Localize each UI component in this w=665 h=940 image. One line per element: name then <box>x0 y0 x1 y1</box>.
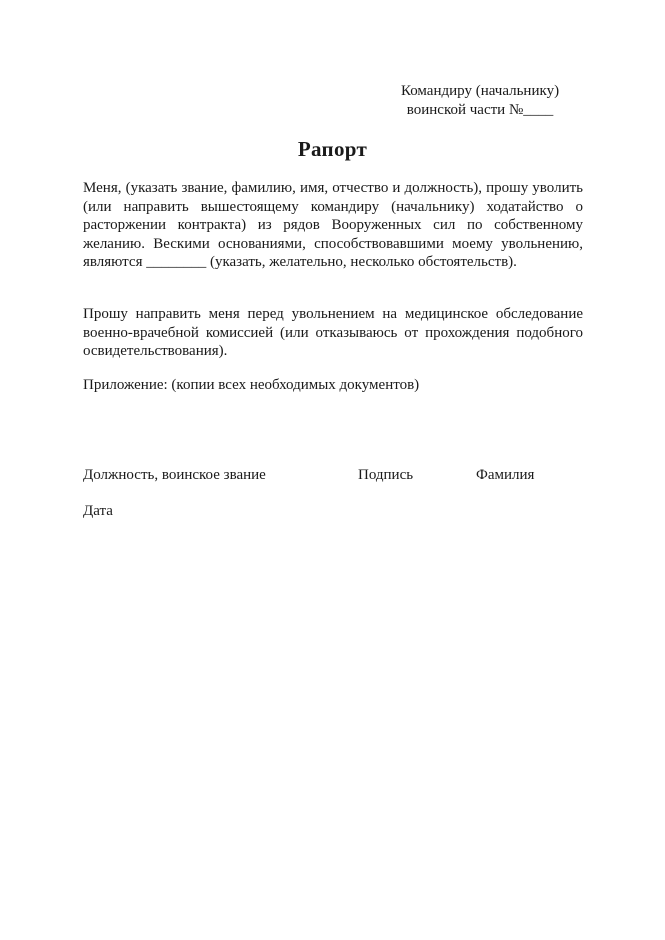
body-paragraph-medical: Прошу направить меня перед увольнением на медицинское обследование военно-врачебной комиссией (или отказываюсь от прохождения подобного освидетельствования). <box>83 306 583 359</box>
attachment-line: Приложение: (копии всех необходимых документов) <box>83 377 420 393</box>
position-rank-label: Должность, воинское звание <box>83 467 266 483</box>
signature-label: Подпись <box>358 467 414 483</box>
addressee-block <box>370 82 590 120</box>
surname-label: Фамилия <box>476 467 535 483</box>
body-paragraph-request: Меня, (указать звание, фамилию, имя, отчество и должность), прошу уволить (или направить вышестоящему командиру (начальнику) ходатайство о расторжении контракта) из рядов Вооруженных сил по собственному желанию. Вескими основаниями, способствовавшими моему увольнению, являются ________ (указать, желательно, несколько обстоятельств). <box>83 180 583 270</box>
addressee-line-2: воинской части №____ <box>406 102 554 118</box>
date-label: Дата <box>83 503 113 519</box>
document-title: Рапорт <box>297 137 368 161</box>
addressee-line-1: Командиру (начальнику) <box>400 83 560 99</box>
